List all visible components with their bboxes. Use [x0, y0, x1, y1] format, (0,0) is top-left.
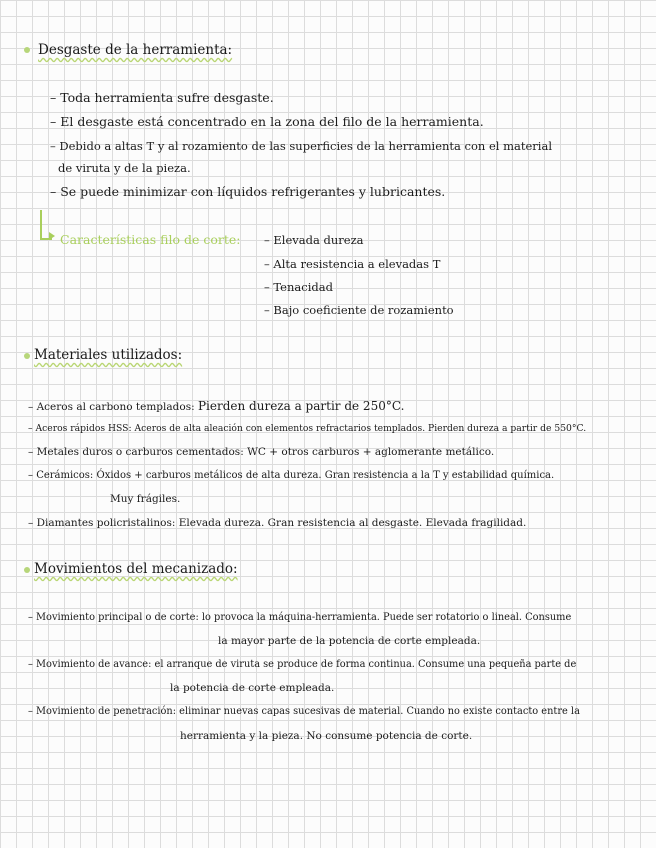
section-bullet	[24, 567, 30, 573]
section-bullet	[24, 47, 30, 53]
list-item: – Tenacidad	[264, 279, 333, 295]
section-title-desgaste: Desgaste de la herramienta:	[38, 42, 233, 58]
list-item: – Movimiento de penetración: eliminar nuevas capas sucesivas de material. Cuando no existe contacto entre la	[28, 704, 580, 720]
section-title-materiales: Materiales utilizados:	[34, 347, 183, 363]
list-item: – Aceros al carbono templados: Pierden dureza a partir de 250°C.	[28, 398, 404, 415]
list-item: – Aceros rápidos HSS: Aceros de alta aleación con elementos refractarios templados. Pierden dureza a partir de 550°C.	[28, 421, 586, 437]
list-item: – Movimiento principal o de corte: lo provoca la máquina-herramienta. Puede ser rotatorio o lineal. Consume	[28, 610, 571, 626]
list-item: – Elevada dureza	[264, 232, 364, 248]
list-item: – Metales duros o carburos cementados: WC + otros carburos + aglomerante metálico.	[28, 444, 494, 460]
caracteristicas-label: Características filo de corte:	[60, 232, 241, 247]
list-item: – Se puede minimizar con líquidos refrigerantes y lubricantes.	[50, 184, 445, 200]
list-item-continuation: de viruta y de la pieza.	[58, 161, 191, 175]
list-item-continuation: la mayor parte de la potencia de corte empleada.	[218, 635, 481, 647]
list-item: – Movimiento de avance: el arranque de viruta se produce de forma continua. Consume una pequeña parte de	[28, 657, 576, 673]
list-item: – Alta resistencia a elevadas T	[264, 256, 440, 272]
list-item: – Bajo coeficiente de rozamiento	[264, 302, 454, 318]
list-item-continuation: la potencia de corte empleada.	[170, 682, 335, 694]
list-item: – Toda herramienta sufre desgaste.	[50, 90, 274, 106]
list-item: – Debido a altas T y al rozamiento de las superficies de la herramienta con el material	[50, 138, 552, 154]
list-item: – Cerámicos: Óxidos + carburos metálicos de alta dureza. Gran resistencia a la T y estabilidad química.	[28, 468, 554, 484]
list-item-continuation: herramienta y la pieza. No consume potencia de corte.	[180, 730, 473, 742]
section-title-movimientos: Movimientos del mecanizado:	[34, 561, 238, 577]
list-item: – El desgaste está concentrado en la zona del filo de la herramienta.	[50, 114, 484, 130]
list-item-continuation: Muy frágiles.	[110, 493, 181, 505]
list-item: – Diamantes policristalinos: Elevada dureza. Gran resistencia al desgaste. Elevada fragilidad.	[28, 515, 526, 531]
section-bullet	[24, 353, 30, 359]
arrow-head-icon	[49, 232, 55, 240]
